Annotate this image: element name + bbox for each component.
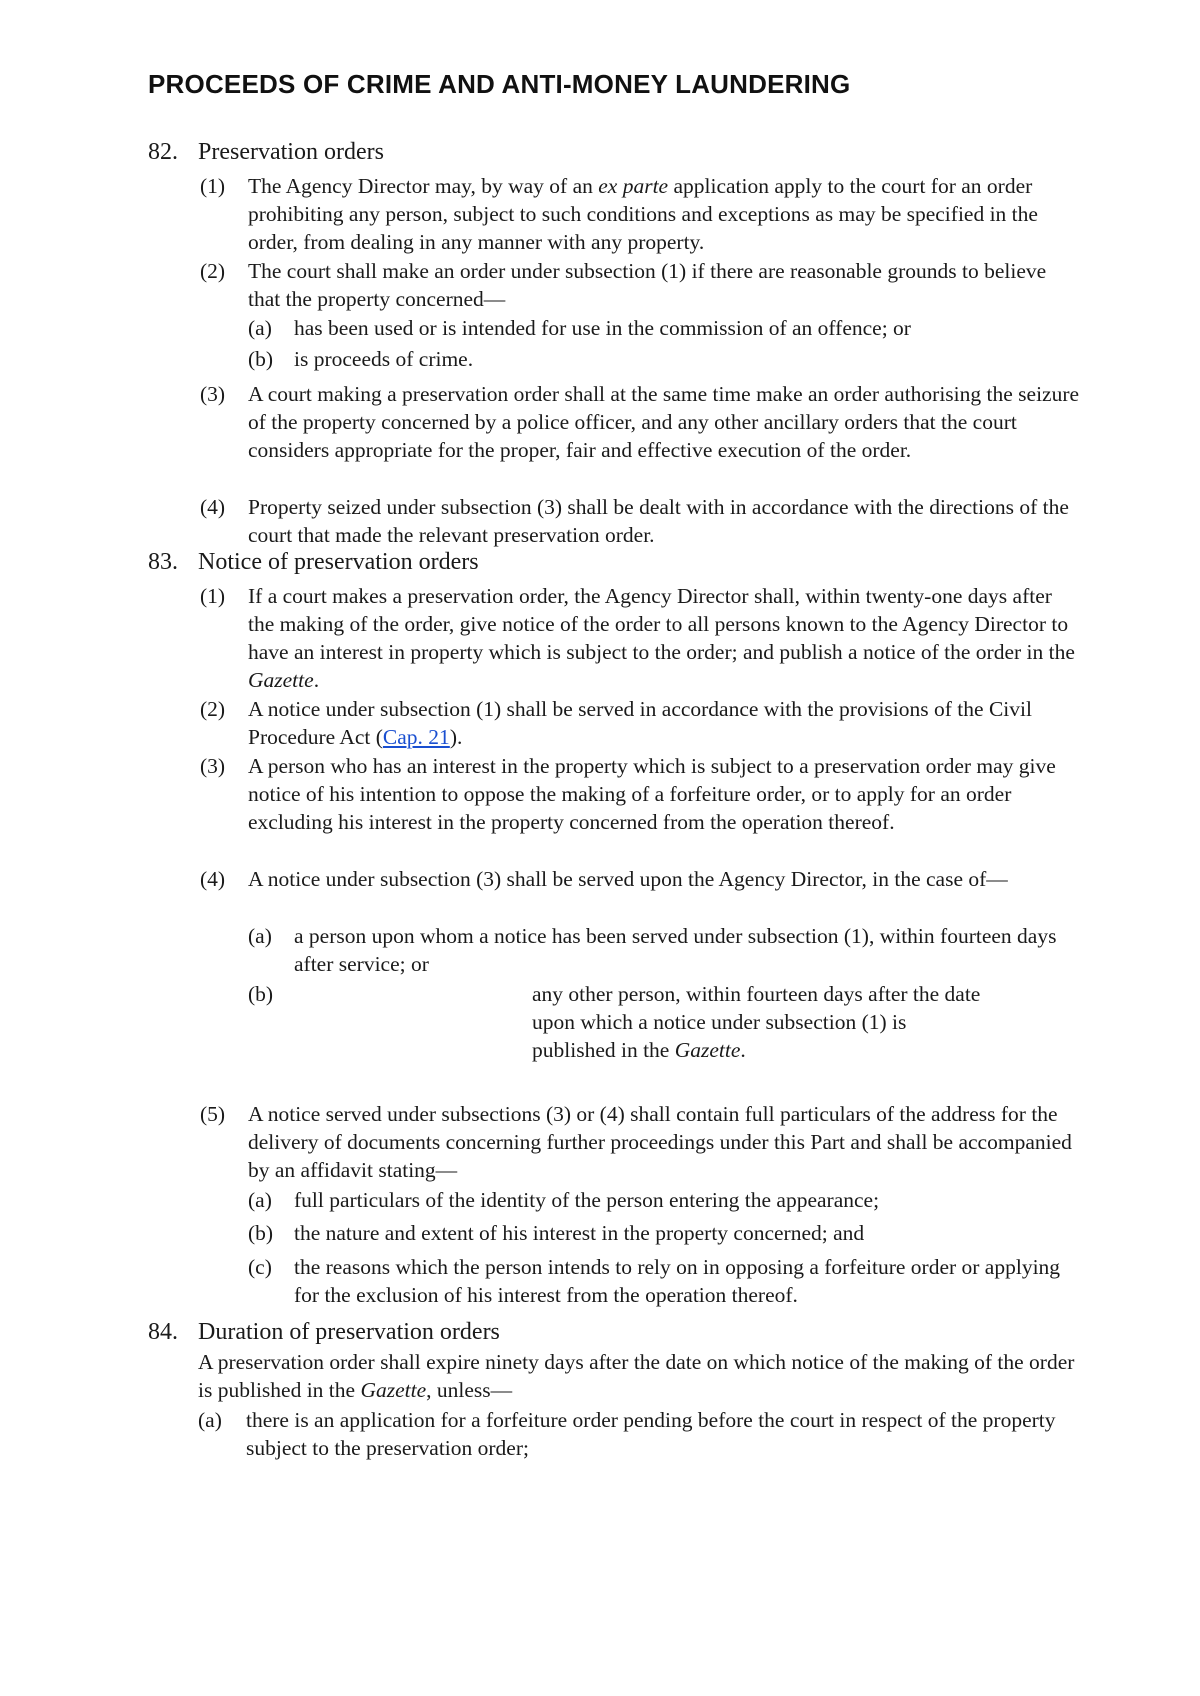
s82-subsection-1 xyxy=(200,172,1080,256)
subsection-text: The court shall make an order under subsection (1) if there are reasonable grounds to believe that the property concerned— xyxy=(248,259,1047,311)
subsection-label: (3) xyxy=(200,754,226,778)
item-label: (a) xyxy=(198,1408,222,1432)
section-84-heading xyxy=(148,1318,500,1346)
item-label: (b) xyxy=(248,347,274,371)
section-number: 82. xyxy=(148,139,178,165)
subsection-label: (3) xyxy=(200,382,226,406)
item-label: (a) xyxy=(248,1188,272,1212)
subsection-text: If a court makes a preservation order, the Agency Director shall, within twenty-one days after the making of the order, give notice of the order to all persons known to the Agency Director to have an interest in property which is subject to the order; and publish a notice of the order in the Gazette. xyxy=(248,584,1075,692)
subsection-text: A notice under subsection (3) shall be served upon the Agency Director, in the case of— xyxy=(248,867,1008,891)
item-label: (a) xyxy=(248,924,272,948)
item-label: (c) xyxy=(248,1255,272,1279)
subsection-label: (4) xyxy=(200,867,226,891)
section-title: Notice of preservation orders xyxy=(198,549,479,575)
subsection-label: (5) xyxy=(200,1102,226,1126)
item-text: a person upon whom a notice has been served under subsection (1), within fourteen days after service; or xyxy=(294,924,1057,976)
item-text: the reasons which the person intends to rely on in opposing a forfeiture order or applying for the exclusion of his interest from the operation thereof. xyxy=(294,1255,1061,1307)
subsection-label: (1) xyxy=(200,584,226,608)
subsection-label: (2) xyxy=(200,697,226,721)
s83-4-item-a xyxy=(248,922,1088,978)
subsection-label: (1) xyxy=(200,174,226,198)
s82-2-item-a xyxy=(248,314,1088,342)
page-title: PROCEEDS OF CRIME AND ANTI-MONEY LAUNDERING xyxy=(148,69,851,99)
item-label: (b) xyxy=(248,1221,274,1245)
s83-subsection-2 xyxy=(200,695,1080,751)
section-82-heading xyxy=(148,138,384,166)
section-number: 84. xyxy=(148,1319,178,1345)
subsection-label: (4) xyxy=(200,495,226,519)
subsection-text: A notice served under subsections (3) or (4) shall contain full particulars of the address for the delivery of documents concerning further proceedings under this Part and shall be accompanied by an affidavit stating— xyxy=(248,1102,1072,1182)
s82-subsection-4 xyxy=(200,493,1080,549)
item-text: any other person, within fourteen days after the date upon which a notice under subsection (1) is published in the Gazette. xyxy=(532,982,981,1062)
item-text: has been used or is intended for use in the commission of an offence; or xyxy=(294,316,911,340)
subsection-text: A notice under subsection (1) shall be served in accordance with the provisions of the Civil Procedure Act (Cap. 21). xyxy=(248,697,1032,749)
s83-5-item-b xyxy=(248,1219,1088,1247)
item-text: is proceeds of crime. xyxy=(294,347,474,371)
s84-item-a xyxy=(198,1406,1078,1462)
s82-2-item-b xyxy=(248,345,1088,373)
subsection-label: (2) xyxy=(200,259,226,283)
item-label: (b) xyxy=(248,982,274,1006)
s83-subsection-1 xyxy=(200,582,1080,694)
item-text: the nature and extent of his interest in the property concerned; and xyxy=(294,1221,865,1245)
s84-intro: A preservation order shall expire ninety days after the date on which notice of the making of the order is published in the Gazette, unless— xyxy=(198,1350,1075,1402)
s83-subsection-3 xyxy=(200,752,1080,836)
s83-subsection-5 xyxy=(200,1100,1080,1184)
s82-subsection-2 xyxy=(200,257,1080,313)
section-title: Duration of preservation orders xyxy=(198,1319,500,1345)
section-number: 83. xyxy=(148,549,178,575)
subsection-text: The Agency Director may, by way of an ex parte application apply to the court for an order prohibiting any person, subject to such conditions and exceptions as may be specified in the order, from dealing in any manner with any property. xyxy=(248,174,1038,254)
subsection-text: Property seized under subsection (3) shall be dealt with in accordance with the directions of the court that made the relevant preservation order. xyxy=(248,495,1069,547)
item-label: (a) xyxy=(248,316,272,340)
section-title: Preservation orders xyxy=(198,139,384,165)
item-text: there is an application for a forfeiture order pending before the court in respect of the property subject to the preservation order; xyxy=(246,1408,1056,1460)
s83-subsection-4 xyxy=(200,865,1080,893)
s82-subsection-3 xyxy=(200,380,1080,464)
s83-5-item-a xyxy=(248,1186,1088,1214)
subsection-text: A court making a preservation order shall at the same time make an order authorising the seizure of the property concerned by a police officer, and any other ancillary orders that the court considers appropriate for the proper, fair and effective execution of the order. xyxy=(248,382,1080,462)
subsection-text: A person who has an interest in the property which is subject to a preservation order may give notice of his intention to oppose the making of a forfeiture order, or to apply for an order excluding his interest in the property concerned from the operation thereof. xyxy=(248,754,1056,834)
item-text: full particulars of the identity of the person entering the appearance; xyxy=(294,1188,880,1212)
section-83-heading xyxy=(148,548,479,576)
cap-21-link[interactable]: Cap. 21 xyxy=(382,725,450,749)
s83-5-item-c xyxy=(248,1253,1088,1309)
